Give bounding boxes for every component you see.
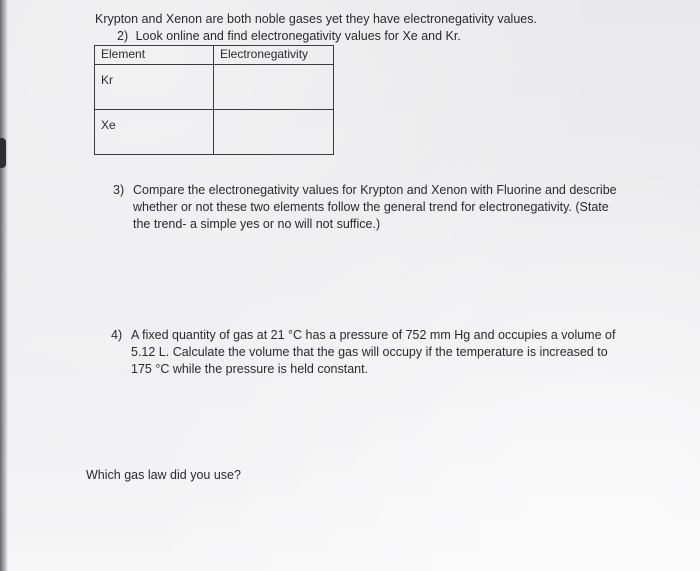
- question-3-body: [133, 182, 617, 233]
- table-header-electronegativity: Electronegativity: [214, 46, 334, 65]
- question-5: Which gas law did you use?: [86, 468, 241, 482]
- binder-clip: [0, 138, 6, 168]
- page-edge-shadow: [0, 0, 8, 571]
- question-3-line: the trend- a simple yes or no will not suffice.): [133, 217, 381, 231]
- question-4-line: 5.12 L. Calculate the volume that the gas will occupy if the temperature is increased to: [131, 345, 608, 359]
- electronegativity-table: [94, 45, 334, 155]
- question-4-body: [131, 327, 615, 378]
- question-3-number: 3): [113, 183, 125, 197]
- question-4-number: 4): [111, 328, 123, 342]
- electronegativity-cell[interactable]: [214, 65, 334, 110]
- question-2-number: 2): [117, 29, 129, 43]
- question-2: [117, 28, 461, 45]
- question-3-line: Compare the electronegativity values for Krypton and Xenon with Fluorine and describe: [133, 183, 617, 197]
- question-3-line: whether or not these two elements follow the general trend for electronegativity. (State: [133, 200, 609, 214]
- intro-text: Krypton and Xenon are both noble gases yet they have electronegativity values.: [95, 12, 537, 26]
- question-4-line: 175 °C while the pressure is held constant.: [131, 362, 369, 376]
- question-2-text: Look online and find electronegativity values for Xe and Kr.: [135, 29, 461, 43]
- element-cell: Xe: [95, 110, 214, 155]
- table-header-element: Element: [95, 46, 214, 65]
- table-header-row: [95, 46, 334, 65]
- table-row: [95, 65, 334, 110]
- element-cell: Kr: [95, 65, 214, 110]
- table-row: [95, 110, 334, 155]
- question-4-line: A fixed quantity of gas at 21 °C has a pressure of 752 mm Hg and occupies a volume of: [131, 328, 616, 342]
- electronegativity-cell[interactable]: [214, 110, 334, 155]
